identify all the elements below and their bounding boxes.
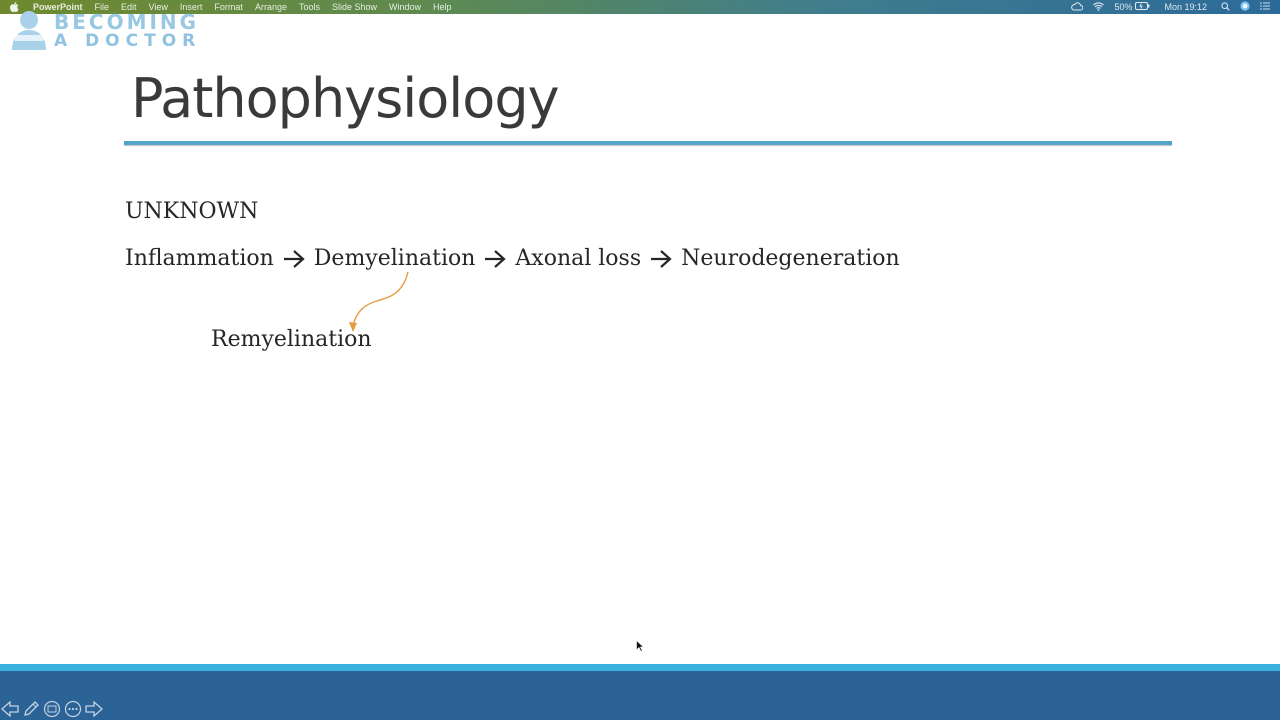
clock[interactable]: Mon 19:12 [1164,2,1207,12]
menu-window[interactable]: Window [389,2,422,12]
right-arrow-icon [649,249,673,269]
menu-view[interactable]: View [148,2,168,12]
becoming-a-doctor-logo [10,8,210,52]
logo-text-line1: BECOMING [54,10,200,34]
pen-icon[interactable] [21,699,41,719]
arrow-right-icon[interactable] [84,699,104,719]
menu-bar-right [1061,0,1270,14]
pathway-step-demyelination: Demyelination [313,246,476,271]
siri-icon[interactable] [1240,1,1250,13]
pathway-step-neurodegeneration: Neurodegeneration [681,246,900,271]
battery-percent: 50% [1114,2,1133,12]
right-arrow-icon [483,249,507,269]
bottom-accent-strip [0,664,1280,671]
mouse-cursor-icon [636,640,644,652]
branch-remyelination: Remyelination [211,327,372,352]
title-underline [124,141,1172,145]
slide-title: Pathophysiology [131,67,559,130]
cloud-icon[interactable] [1071,2,1083,13]
right-arrow-icon [282,249,306,269]
menu-slide-show[interactable]: Slide Show [331,2,378,12]
menu-arrange[interactable]: Arrange [254,2,287,12]
presenter-bar [0,671,1280,720]
pathway-step-inflammation: Inflammation [125,246,274,271]
menu-format[interactable]: Format [214,2,243,12]
arrow-left-icon[interactable] [0,699,20,719]
menu-insert[interactable]: Insert [179,2,203,12]
pathway-row [125,245,900,273]
slides-icon[interactable] [42,699,62,719]
slideshow-controls [0,698,105,720]
menu-tools[interactable]: Tools [298,2,320,12]
slide-subtitle: UNKNOWN [125,199,259,224]
search-icon[interactable] [1221,2,1230,13]
battery-icon[interactable] [1135,2,1150,12]
notification-center-icon[interactable] [1260,2,1270,12]
menu-help[interactable]: Help [433,2,452,12]
menu-app-name[interactable]: PowerPoint [33,2,83,12]
doctor-logo-icon [10,8,48,50]
menu-file[interactable]: File [94,2,110,12]
wifi-icon[interactable] [1093,2,1104,13]
menu-edit[interactable]: Edit [121,2,137,12]
pathway-step-axonal-loss: Axonal loss [515,246,642,271]
logo-text-line2: A DOCTOR [54,31,202,51]
more-icon[interactable] [63,699,83,719]
